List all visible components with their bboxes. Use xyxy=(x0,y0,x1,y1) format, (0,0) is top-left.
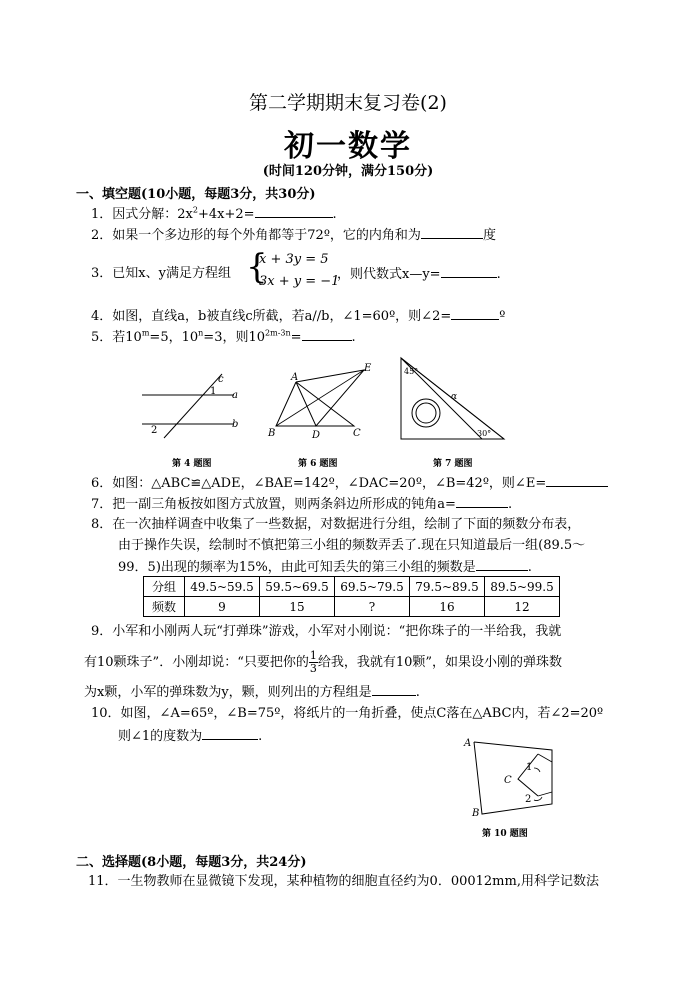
question-10-line2: 则∠1的度数为 . xyxy=(118,729,263,744)
angle-2-label: 2 xyxy=(525,794,532,805)
equation-2: 3x + y = −1 xyxy=(259,274,340,289)
question-7: 7．把一副三角板按如图方式放置，则两条斜边所形成的钝角a= . xyxy=(91,497,513,512)
figure-4-caption: 第 4 题图 xyxy=(172,459,212,469)
question-11: 11．一生物教师在显微镜下发现，某种植物的细胞直径约为0．00012mm,用科学记数法 xyxy=(88,874,599,889)
label-b: b xyxy=(232,419,239,430)
vertex-D: D xyxy=(312,430,321,440)
figure-4 xyxy=(140,368,250,440)
figure-10 xyxy=(462,734,572,820)
angle-2-label: 2 xyxy=(151,425,158,436)
section1-heading: 一、填空题(10小题，每题3分，共30分) xyxy=(76,187,316,202)
table-cell: 9 xyxy=(185,597,260,617)
question-2: 2．如果一个多边形的每个外角都等于72º，它的内角和为 度 xyxy=(91,228,496,243)
angle-1-label: 1 xyxy=(210,386,217,397)
vertex-A: A xyxy=(291,372,299,383)
time-note: (时间120分钟，满分150分) xyxy=(262,164,434,179)
question-8-line2: 由于操作失误，绘制时不慎把第三小组的频数弄丢了.现在只知道最后一组(89.5～ xyxy=(118,538,586,553)
vertex-C: C xyxy=(504,775,512,786)
question-8-line3: 99．5)出现的频率为15%，由此可知丢失的第三小组的频数是 . xyxy=(118,560,532,575)
table-cell: 79.5~89.5 xyxy=(410,577,485,597)
table-row-frequency xyxy=(144,597,560,617)
table-cell: 16 xyxy=(410,597,485,617)
question-9-line2: 有10颗珠子”．小刚却说：“只要把你的 $\frac{1}{3}$ 给我，我就有10颗”，如果设小刚的弹珠数 xyxy=(84,649,563,675)
question-4: 4．如图，直线a，b被直线c所截，若a//b，∠1=60º，则∠2= º xyxy=(91,309,506,324)
fraction-one-third: $\frac{1}{3}$ xyxy=(309,649,317,675)
table-cell: 分组 xyxy=(144,577,185,597)
figure-6-caption: 第 6 题图 xyxy=(298,459,338,469)
table-row-groups xyxy=(144,577,560,597)
frequency-table xyxy=(143,576,560,617)
question-10: 10．如图，∠A=65º，∠B=75º，将纸片的一角折叠，使点C落在△ABC内，若∠2=20º xyxy=(91,706,604,721)
vertex-B: B xyxy=(268,428,276,439)
vertex-A: A xyxy=(464,738,472,749)
table-cell: 59.5~69.5 xyxy=(260,577,335,597)
figure-7 xyxy=(398,356,508,442)
equation-1: x + 3y = 5 xyxy=(259,252,329,267)
vertex-E: E xyxy=(364,363,372,374)
angle-45-label: 45° xyxy=(404,367,419,376)
table-cell: 49.5~59.5 xyxy=(185,577,260,597)
table-cell: 频数 xyxy=(144,597,185,617)
figure-10-caption: 第 10 题图 xyxy=(482,829,528,839)
angle-1-label: 1 xyxy=(526,762,533,773)
table-cell: ? xyxy=(335,597,410,617)
angle-30-label: 30° xyxy=(477,429,492,438)
question-6: 6．如图：△ABC≌△ADE，∠BAE=142º，∠DAC=20º，∠B=42º，则∠E= xyxy=(91,474,608,492)
question-9-line3: 为x颗，小军的弹珠数为y，颗，则列出的方程组是 . xyxy=(84,685,420,700)
table-cell: 69.5~79.5 xyxy=(335,577,410,597)
table-cell: 12 xyxy=(485,597,560,617)
section2-heading: 二、选择题(8小题，每题3分，共24分) xyxy=(76,855,307,870)
vertex-C: C xyxy=(353,428,361,439)
question-1: 1．因式分解：$2x^2+4x+2=$ . xyxy=(91,205,337,222)
question-8: 8．在一次抽样调查中收集了一些数据，对数据进行分组，绘制了下面的频数分布表， xyxy=(91,517,581,532)
question-9: 9．小军和小刚两人玩“打弹珠”游戏，小军对小刚说：“把你珠子的一半给我，我就 xyxy=(91,624,562,639)
question-5: 5．若$10^m=5$，$10^n=3$，则$10^{2m-3n}=$ . xyxy=(91,328,356,345)
table-cell: 89.5~99.5 xyxy=(485,577,560,597)
paper-title: 初一数学 xyxy=(284,129,412,164)
figure-7-caption: 第 7 题图 xyxy=(433,459,473,469)
label-a: a xyxy=(232,390,238,401)
paper-subtitle: 第二学期期末复习卷(2) xyxy=(249,92,447,114)
table-cell: 15 xyxy=(260,597,335,617)
alpha-label: α xyxy=(451,392,458,402)
vertex-B: B xyxy=(472,808,480,819)
label-c: c xyxy=(218,374,224,385)
figure-6 xyxy=(264,362,379,440)
